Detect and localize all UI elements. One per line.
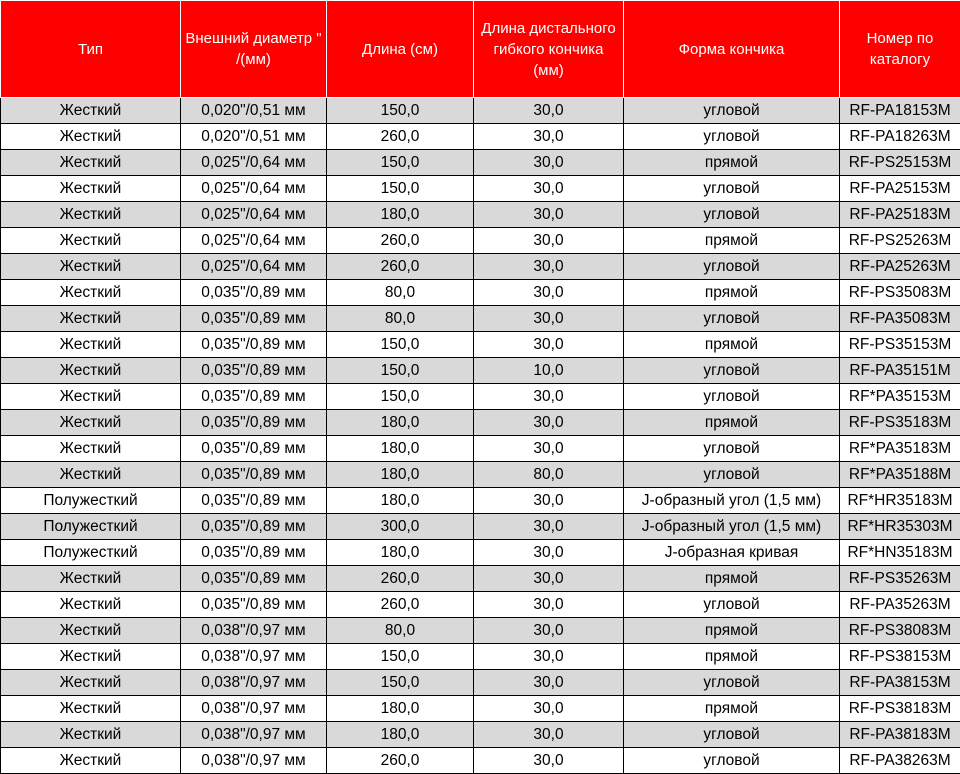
- table-row: [1, 592, 960, 618]
- cell-distal-tip-length: 30,0: [474, 150, 624, 176]
- header-tip-shape: Форма кончика: [624, 1, 840, 98]
- cell-length: 180,0: [327, 202, 474, 228]
- cell-length: 180,0: [327, 488, 474, 514]
- cell-length: 150,0: [327, 332, 474, 358]
- cell-outer-diameter: 0,038"/0,97 мм: [181, 618, 327, 644]
- cell-distal-tip-length: 30,0: [474, 488, 624, 514]
- table-row: [1, 150, 960, 176]
- table-row: [1, 488, 960, 514]
- cell-outer-diameter: 0,035"/0,89 мм: [181, 592, 327, 618]
- table-row: [1, 748, 960, 774]
- cell-length: 260,0: [327, 254, 474, 280]
- cell-catalog-number: RF-PA18263M: [840, 124, 960, 150]
- cell-type: Жесткий: [1, 280, 181, 306]
- cell-type: Жесткий: [1, 696, 181, 722]
- cell-length: 80,0: [327, 306, 474, 332]
- table-row: [1, 514, 960, 540]
- cell-type: Жесткий: [1, 384, 181, 410]
- cell-distal-tip-length: 30,0: [474, 670, 624, 696]
- cell-distal-tip-length: 30,0: [474, 566, 624, 592]
- cell-length: 80,0: [327, 618, 474, 644]
- cell-tip-shape: прямой: [624, 280, 840, 306]
- cell-distal-tip-length: 10,0: [474, 358, 624, 384]
- cell-length: 180,0: [327, 436, 474, 462]
- cell-tip-shape: прямой: [624, 696, 840, 722]
- cell-distal-tip-length: 30,0: [474, 228, 624, 254]
- cell-catalog-number: RF-PA38183M: [840, 722, 960, 748]
- cell-type: Жесткий: [1, 124, 181, 150]
- cell-catalog-number: RF*PA35183M: [840, 436, 960, 462]
- table-row: [1, 462, 960, 488]
- cell-catalog-number: RF-PA35263M: [840, 592, 960, 618]
- cell-outer-diameter: 0,035"/0,89 мм: [181, 462, 327, 488]
- cell-outer-diameter: 0,035"/0,89 мм: [181, 436, 327, 462]
- table-row: [1, 644, 960, 670]
- table-row: [1, 98, 960, 124]
- cell-outer-diameter: 0,035"/0,89 мм: [181, 384, 327, 410]
- cell-outer-diameter: 0,020"/0,51 мм: [181, 98, 327, 124]
- table-row: [1, 696, 960, 722]
- cell-outer-diameter: 0,038"/0,97 мм: [181, 748, 327, 774]
- cell-catalog-number: RF*HN35183M: [840, 540, 960, 566]
- cell-outer-diameter: 0,035"/0,89 мм: [181, 566, 327, 592]
- cell-outer-diameter: 0,035"/0,89 мм: [181, 488, 327, 514]
- cell-tip-shape: угловой: [624, 358, 840, 384]
- cell-distal-tip-length: 30,0: [474, 306, 624, 332]
- cell-distal-tip-length: 30,0: [474, 384, 624, 410]
- cell-outer-diameter: 0,035"/0,89 мм: [181, 358, 327, 384]
- cell-distal-tip-length: 30,0: [474, 280, 624, 306]
- cell-outer-diameter: 0,025"/0,64 мм: [181, 254, 327, 280]
- cell-outer-diameter: 0,035"/0,89 мм: [181, 540, 327, 566]
- cell-distal-tip-length: 30,0: [474, 410, 624, 436]
- cell-type: Жесткий: [1, 644, 181, 670]
- table-row: [1, 124, 960, 150]
- cell-outer-diameter: 0,035"/0,89 мм: [181, 332, 327, 358]
- cell-catalog-number: RF-PS38153M: [840, 644, 960, 670]
- cell-type: Полужесткий: [1, 514, 181, 540]
- cell-type: Полужесткий: [1, 488, 181, 514]
- cell-outer-diameter: 0,035"/0,89 мм: [181, 410, 327, 436]
- cell-length: 150,0: [327, 98, 474, 124]
- cell-catalog-number: RF-PS25153M: [840, 150, 960, 176]
- cell-type: Жесткий: [1, 98, 181, 124]
- cell-distal-tip-length: 30,0: [474, 98, 624, 124]
- cell-outer-diameter: 0,038"/0,97 мм: [181, 722, 327, 748]
- cell-catalog-number: RF-PS35083M: [840, 280, 960, 306]
- cell-type: Жесткий: [1, 410, 181, 436]
- cell-tip-shape: угловой: [624, 254, 840, 280]
- cell-outer-diameter: 0,025"/0,64 мм: [181, 202, 327, 228]
- cell-catalog-number: RF-PA35083M: [840, 306, 960, 332]
- cell-tip-shape: угловой: [624, 462, 840, 488]
- table-row: [1, 384, 960, 410]
- cell-tip-shape: J-образный угол (1,5 мм): [624, 514, 840, 540]
- cell-tip-shape: угловой: [624, 436, 840, 462]
- cell-catalog-number: RF*HR35183M: [840, 488, 960, 514]
- cell-catalog-number: RF-PA18153M: [840, 98, 960, 124]
- cell-length: 150,0: [327, 150, 474, 176]
- cell-length: 260,0: [327, 748, 474, 774]
- cell-tip-shape: угловой: [624, 176, 840, 202]
- cell-distal-tip-length: 30,0: [474, 748, 624, 774]
- cell-length: 260,0: [327, 566, 474, 592]
- cell-type: Жесткий: [1, 228, 181, 254]
- cell-type: Жесткий: [1, 306, 181, 332]
- cell-catalog-number: RF*PA35153M: [840, 384, 960, 410]
- cell-catalog-number: RF-PA38153M: [840, 670, 960, 696]
- cell-tip-shape: прямой: [624, 410, 840, 436]
- cell-distal-tip-length: 30,0: [474, 436, 624, 462]
- cell-length: 150,0: [327, 644, 474, 670]
- cell-type: Жесткий: [1, 618, 181, 644]
- cell-tip-shape: J-образная кривая: [624, 540, 840, 566]
- cell-catalog-number: RF-PS35183M: [840, 410, 960, 436]
- cell-distal-tip-length: 30,0: [474, 618, 624, 644]
- table-row: [1, 176, 960, 202]
- cell-tip-shape: прямой: [624, 228, 840, 254]
- cell-tip-shape: угловой: [624, 592, 840, 618]
- cell-length: 80,0: [327, 280, 474, 306]
- cell-length: 260,0: [327, 124, 474, 150]
- cell-distal-tip-length: 30,0: [474, 540, 624, 566]
- cell-type: Жесткий: [1, 436, 181, 462]
- cell-outer-diameter: 0,035"/0,89 мм: [181, 306, 327, 332]
- table-row: [1, 436, 960, 462]
- header-distal-tip-length: Длина дистального гибкого кончика (мм): [474, 1, 624, 98]
- cell-length: 180,0: [327, 462, 474, 488]
- header-type: Тип: [1, 1, 181, 98]
- table-row: [1, 280, 960, 306]
- cell-type: Жесткий: [1, 670, 181, 696]
- cell-tip-shape: прямой: [624, 332, 840, 358]
- cell-type: Полужесткий: [1, 540, 181, 566]
- cell-outer-diameter: 0,035"/0,89 мм: [181, 280, 327, 306]
- cell-distal-tip-length: 30,0: [474, 722, 624, 748]
- table-row: [1, 670, 960, 696]
- table-row: [1, 228, 960, 254]
- cell-tip-shape: угловой: [624, 202, 840, 228]
- cell-tip-shape: прямой: [624, 566, 840, 592]
- cell-type: Жесткий: [1, 150, 181, 176]
- cell-catalog-number: RF*PA35188M: [840, 462, 960, 488]
- cell-type: Жесткий: [1, 462, 181, 488]
- cell-length: 180,0: [327, 722, 474, 748]
- cell-type: Жесткий: [1, 332, 181, 358]
- cell-length: 150,0: [327, 358, 474, 384]
- cell-distal-tip-length: 30,0: [474, 592, 624, 618]
- table-row: [1, 410, 960, 436]
- cell-type: Жесткий: [1, 202, 181, 228]
- cell-outer-diameter: 0,020"/0,51 мм: [181, 124, 327, 150]
- cell-distal-tip-length: 30,0: [474, 124, 624, 150]
- table-body: [1, 98, 960, 774]
- header-catalog-number: Номер по каталогу: [840, 1, 960, 98]
- cell-catalog-number: RF-PA38263M: [840, 748, 960, 774]
- cell-length: 300,0: [327, 514, 474, 540]
- header-row: [1, 1, 960, 98]
- cell-catalog-number: RF-PA25263M: [840, 254, 960, 280]
- table-row: [1, 254, 960, 280]
- cell-type: Жесткий: [1, 748, 181, 774]
- cell-tip-shape: угловой: [624, 306, 840, 332]
- cell-distal-tip-length: 30,0: [474, 514, 624, 540]
- cell-outer-diameter: 0,025"/0,64 мм: [181, 176, 327, 202]
- cell-tip-shape: прямой: [624, 150, 840, 176]
- cell-tip-shape: прямой: [624, 644, 840, 670]
- table-row: [1, 306, 960, 332]
- cell-type: Жесткий: [1, 176, 181, 202]
- cell-length: 260,0: [327, 592, 474, 618]
- cell-length: 150,0: [327, 384, 474, 410]
- cell-outer-diameter: 0,025"/0,64 мм: [181, 150, 327, 176]
- cell-length: 180,0: [327, 696, 474, 722]
- header-length: Длина (см): [327, 1, 474, 98]
- cell-distal-tip-length: 30,0: [474, 644, 624, 670]
- cell-catalog-number: RF*HR35303M: [840, 514, 960, 540]
- cell-catalog-number: RF-PS38083M: [840, 618, 960, 644]
- cell-tip-shape: угловой: [624, 384, 840, 410]
- cell-length: 180,0: [327, 540, 474, 566]
- cell-catalog-number: RF-PS38183M: [840, 696, 960, 722]
- cell-outer-diameter: 0,038"/0,97 мм: [181, 644, 327, 670]
- table-row: [1, 202, 960, 228]
- cell-catalog-number: RF-PA35151M: [840, 358, 960, 384]
- cell-catalog-number: RF-PA25153M: [840, 176, 960, 202]
- cell-type: Жесткий: [1, 254, 181, 280]
- cell-length: 260,0: [327, 228, 474, 254]
- cell-tip-shape: J-образный угол (1,5 мм): [624, 488, 840, 514]
- cell-type: Жесткий: [1, 566, 181, 592]
- table-row: [1, 566, 960, 592]
- cell-tip-shape: угловой: [624, 722, 840, 748]
- cell-distal-tip-length: 80,0: [474, 462, 624, 488]
- table-row: [1, 358, 960, 384]
- cell-tip-shape: угловой: [624, 670, 840, 696]
- cell-catalog-number: RF-PS25263M: [840, 228, 960, 254]
- cell-outer-diameter: 0,038"/0,97 мм: [181, 670, 327, 696]
- cell-catalog-number: RF-PA25183M: [840, 202, 960, 228]
- table-row: [1, 540, 960, 566]
- cell-distal-tip-length: 30,0: [474, 254, 624, 280]
- table-row: [1, 332, 960, 358]
- cell-distal-tip-length: 30,0: [474, 696, 624, 722]
- cell-outer-diameter: 0,038"/0,97 мм: [181, 696, 327, 722]
- cell-type: Жесткий: [1, 592, 181, 618]
- cell-outer-diameter: 0,035"/0,89 мм: [181, 514, 327, 540]
- cell-distal-tip-length: 30,0: [474, 176, 624, 202]
- cell-tip-shape: прямой: [624, 618, 840, 644]
- cell-type: Жесткий: [1, 358, 181, 384]
- table-row: [1, 722, 960, 748]
- cell-outer-diameter: 0,025"/0,64 мм: [181, 228, 327, 254]
- header-outer-diameter: Внешний диаметр " /(мм): [181, 1, 327, 98]
- cell-distal-tip-length: 30,0: [474, 332, 624, 358]
- cell-length: 180,0: [327, 410, 474, 436]
- cell-length: 150,0: [327, 670, 474, 696]
- cell-tip-shape: угловой: [624, 124, 840, 150]
- cell-catalog-number: RF-PS35153M: [840, 332, 960, 358]
- cell-type: Жесткий: [1, 722, 181, 748]
- cell-tip-shape: угловой: [624, 98, 840, 124]
- table-row: [1, 618, 960, 644]
- cell-catalog-number: RF-PS35263M: [840, 566, 960, 592]
- cell-tip-shape: угловой: [624, 748, 840, 774]
- cell-length: 150,0: [327, 176, 474, 202]
- cell-distal-tip-length: 30,0: [474, 202, 624, 228]
